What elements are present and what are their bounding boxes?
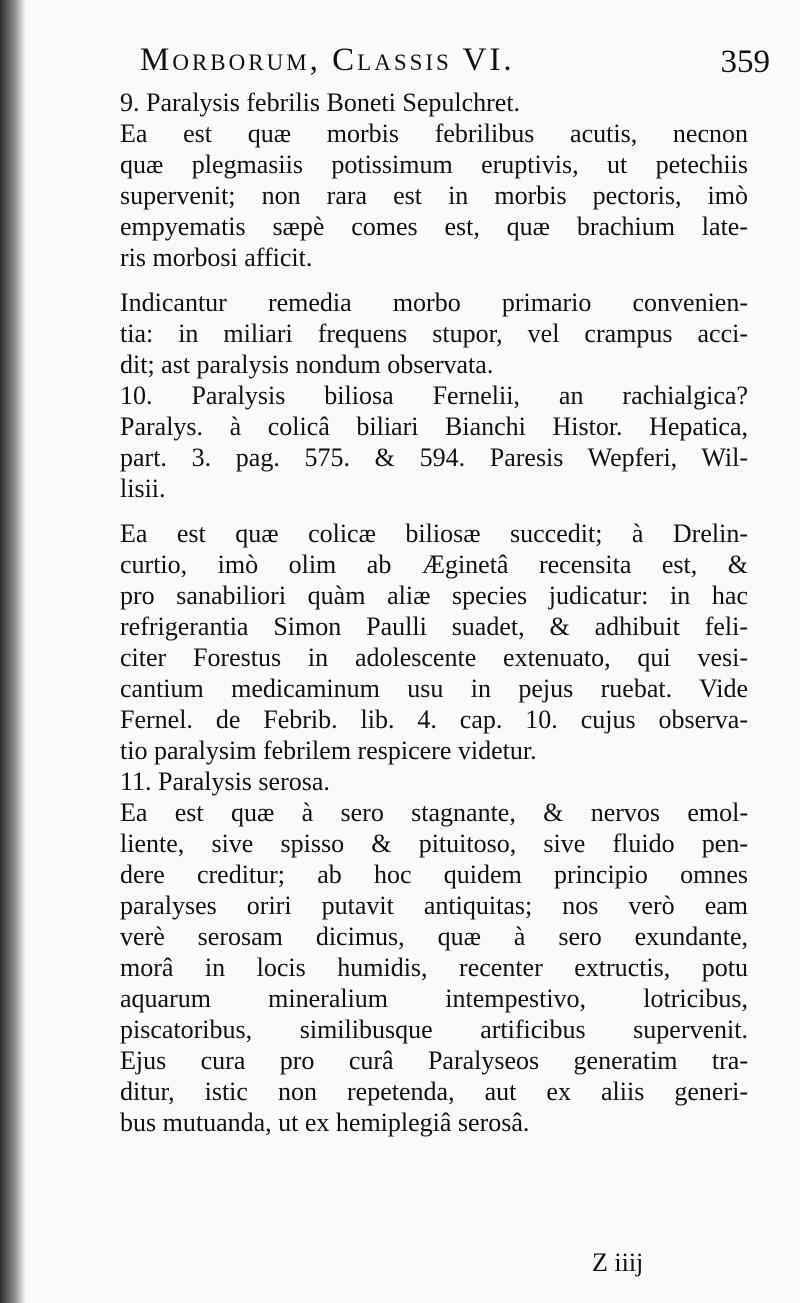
text-line: pro sanabiliori quàm aliæ species judicatur: in hac — [120, 581, 748, 610]
text-line: refrigerantia Simon Paulli suadet, & adhibuit feli- — [120, 612, 748, 641]
text-line: verè serosam dicimus, quæ à sero exundante, — [120, 922, 748, 951]
paragraph-gap — [120, 504, 748, 518]
text-line: morâ in locis humidis, recenter extructis, potu — [120, 953, 748, 982]
section-heading: 9. Paralysis febrilis Boneti Sepulchret. — [120, 88, 521, 117]
text-line: Ea est quæ morbis febrilibus acutis, necnon — [120, 119, 748, 148]
text-line: paralyses oriri putavit antiquitas; nos verò eam — [120, 891, 748, 920]
text-line: ris morbosi afficit. — [120, 243, 313, 272]
text-line: cantium medicaminum usu in pejus ruebat. Vide — [120, 674, 748, 703]
text-line: empyematis sæpè comes est, quæ brachium late- — [120, 212, 748, 241]
text-line: citer Forestus in adolescente extenuato, qui vesi- — [120, 643, 748, 672]
text-line: curtio, imò olim ab Æginetâ recensita est, & — [120, 550, 748, 579]
text-line: tia: in miliari frequens stupor, vel crampus acci- — [120, 319, 748, 348]
text-line: liente, sive spisso & pituitoso, sive fluido pen- — [120, 829, 748, 858]
text-line: bus mutuanda, ut ex hemiplegiâ serosâ. — [120, 1108, 530, 1137]
text-line: piscatoribus, similibusque artificibus supervenit. — [120, 1015, 748, 1044]
text-line: Paralys. à colicâ biliari Bianchi Histor. Hepatica, — [120, 412, 748, 441]
text-line: supervenit; non rara est in morbis pectoris, imò — [120, 181, 748, 210]
running-head: Morborum, Classis VI. — [140, 42, 515, 78]
text-line: aquarum mineralium intempestivo, lotricibus, — [120, 984, 748, 1013]
text-line: part. 3. pag. 575. & 594. Paresis Wepferi, Wil- — [120, 443, 748, 472]
text-line: ditur, istic non repetenda, aut ex aliis generi- — [120, 1077, 748, 1106]
page-body — [120, 87, 748, 1138]
text-line: Indicantur remedia morbo primario convenien- — [120, 288, 748, 317]
text-line: Ea est quæ colicæ biliosæ succedit; à Drelin- — [120, 519, 748, 548]
text-line: dit; ast paralysis nondum observata. — [120, 350, 494, 379]
text-line: dere creditur; ab hoc quidem principio omnes — [120, 860, 748, 889]
text-line: Ea est quæ à sero stagnante, & nervos emol- — [120, 798, 748, 827]
text-line: quæ plegmasiis potissimum eruptivis, ut petechiis — [120, 150, 748, 179]
text-line: 10. Paralysis biliosa Fernelii, an rachialgica? — [120, 381, 748, 410]
section-heading: 11. Paralysis serosa. — [120, 767, 330, 796]
text-line: Ejus cura pro curâ Paralyseos generatim tra- — [120, 1046, 748, 1075]
paragraph-gap — [120, 273, 748, 287]
text-line: Fernel. de Febrib. lib. 4. cap. 10. cujus observa- — [120, 705, 748, 734]
binding-shadow — [0, 0, 26, 1303]
text-line: lisii. — [120, 474, 166, 503]
signature-mark: Z iiij — [592, 1248, 644, 1277]
page-number: 359 — [720, 44, 770, 80]
page-header — [140, 42, 770, 92]
text-line: tio paralysim febrilem respicere videtur. — [120, 736, 537, 765]
